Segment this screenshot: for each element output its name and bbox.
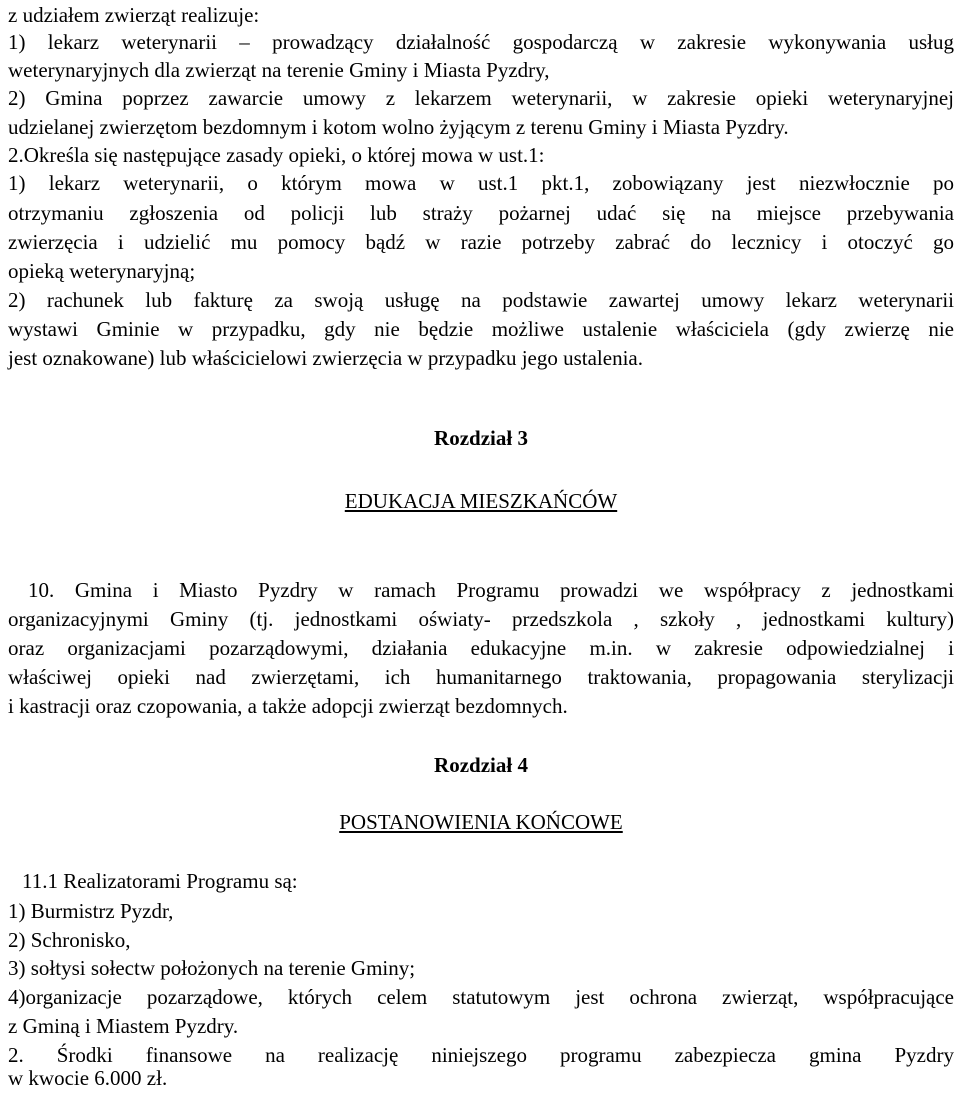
text-line: weterynaryjnych dla zwierząt na terenie Gminy i Miasta Pyzdry, <box>8 58 550 82</box>
chapter-title <box>8 486 954 516</box>
text-line: 2. Środki finansowe na realizację niniejszego programu zabezpiecza gmina Pyzdry <box>8 1043 954 1067</box>
text-line: właściwej opieki nad zwierzętami, ich humanitarnego traktowania, propagowania sterylizacji <box>8 665 954 689</box>
text-line: oraz organizacjami pozarządowymi, działania edukacyjne m.in. w zakresie odpowiedzialnej i <box>8 636 954 660</box>
chapter-title <box>8 807 954 837</box>
text-line: 2.Określa się następujące zasady opieki, o której mowa w ust.1: <box>8 143 545 167</box>
text-line: 1) lekarz weterynarii, o którym mowa w ust.1 pkt.1, zobowiązany jest niezwłocznie po <box>8 171 954 195</box>
text-line: w kwocie 6.000 zł. <box>8 1066 168 1090</box>
text-line: z Gminą i Miastem Pyzdry. <box>8 1014 239 1038</box>
text-line: 1) Burmistrz Pyzdr, <box>8 899 174 923</box>
text-line: 3) sołtysi sołectw położonych na terenie Gminy; <box>8 956 416 980</box>
text-line: zwierzęcia i udzielić mu pomocy bądź w razie potrzeby zabrać do lecznicy i otoczyć go <box>8 230 954 254</box>
chapter-title-text: POSTANOWIENIA KOŃCOWE <box>339 810 623 834</box>
text-line: i kastracji oraz czopowania, a także adopcji zwierząt bezdomnych. <box>8 694 568 718</box>
text-line: 2) Schronisko, <box>8 928 131 952</box>
text-line: wystawi Gminie w przypadku, gdy nie będzie możliwe ustalenie właściciela (gdy zwierzę nie <box>8 317 954 341</box>
chapter-number: Rozdział 4 <box>434 753 528 777</box>
text-line: organizacyjnymi Gminy (tj. jednostkami oświaty- przedszkola , szkoły , jednostkami kultury) <box>8 607 954 631</box>
text-line: 4)organizacje pozarządowe, których celem statutowym jest ochrona zwierząt, współpracujące <box>8 985 954 1009</box>
text-line: opieką weterynaryjną; <box>8 259 196 283</box>
chapter-number: Rozdział 3 <box>434 426 528 450</box>
text-line: 2) Gmina poprzez zawarcie umowy z lekarzem weterynarii, w zakresie opieki weterynaryjnej <box>8 86 954 110</box>
chapter-title-text: EDUKACJA MIESZKAŃCÓW <box>344 489 618 513</box>
text-line: 11.1 Realizatorami Programu są: <box>22 869 298 893</box>
text-line: 2) rachunek lub fakturę za swoją usługę na podstawie zawartej umowy lekarz weterynarii <box>8 288 954 312</box>
text-line: 10. Gmina i Miasto Pyzdry w ramach Programu prowadzi we współpracy z jednostkami <box>28 578 954 602</box>
text-line: udzielanej zwierzętom bezdomnym i kotom wolno żyjącym z terenu Gminy i Miasta Pyzdry. <box>8 115 789 139</box>
text-line: jest oznakowane) lub właścicielowi zwierzęcia w przypadku jego ustalenia. <box>8 346 643 370</box>
text-line: otrzymaniu zgłoszenia od policji lub straży pożarnej udać się na miejsce przebywania <box>8 201 954 225</box>
text-line: z udziałem zwierząt realizuje: <box>8 3 260 27</box>
text-line: 1) lekarz weterynarii – prowadzący działalność gospodarczą w zakresie wykonywania usług <box>8 30 954 54</box>
